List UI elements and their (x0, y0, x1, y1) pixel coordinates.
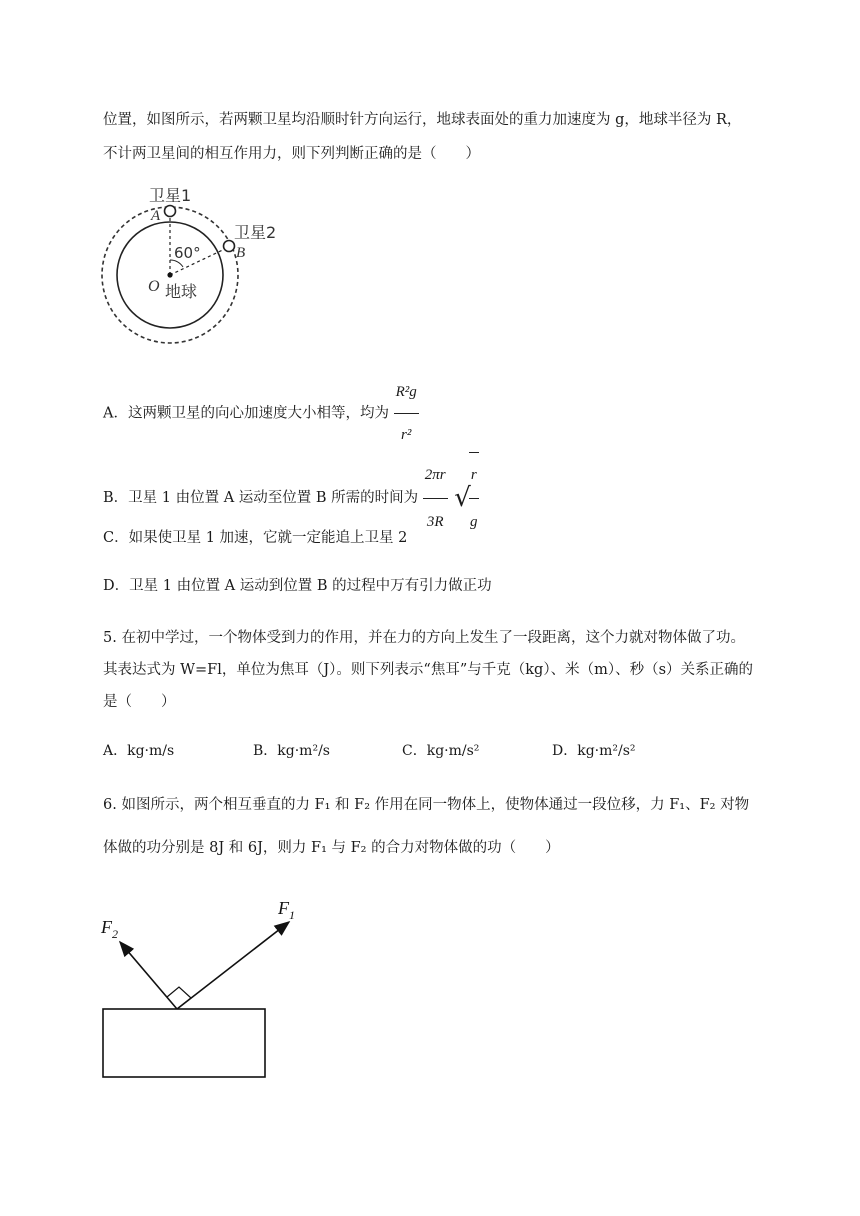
q6-text-line1: 6. 如图所示，两个相互垂直的力 F₁ 和 F₂ 作用在同一物体上，使物体通过一段位移，力 F₁、F₂ 对物 (103, 797, 750, 813)
force-f1-arrow (177, 922, 289, 1009)
q5-option-b: B．kg·m²/s (253, 743, 330, 759)
satellite-2-marker (224, 241, 235, 252)
right-angle-mark (167, 987, 191, 1009)
q5-text-line2: 其表达式为 W=Fl，单位为焦耳（J）。则下列表示“焦耳”与千克（kg）、米（m）、秒（s）关系正确的 (103, 662, 754, 678)
f1-label: $F_1$ (278, 898, 295, 922)
center-label: O (148, 278, 160, 295)
q5-text-line1: 5. 在初中学过，一个物体受到力的作用，并在力的方向上发生了一段距离，这个力就对物体做了功。 (103, 630, 745, 646)
satellite-1-label: 卫星1 (149, 186, 192, 205)
q4-option-c: C．如果使卫星 1 加速，它就一定能追上卫星 2 (103, 530, 408, 546)
q4-option-d: D．卫星 1 由位置 A 运动到位置 B 的过程中万有引力做正功 (103, 578, 492, 594)
q5-option-c: C．kg·m/s² (402, 743, 480, 759)
satellite-orbit-diagram (95, 180, 295, 350)
q5-option-d: D．kg·m²/s² (552, 743, 636, 759)
earth-label: 地球 (165, 282, 198, 301)
angle-label: 60° (174, 244, 201, 262)
object-block (103, 1009, 265, 1077)
point-a-label: A (151, 208, 161, 224)
q5-text-line3: 是（ ） (103, 694, 176, 710)
force-diagram (95, 890, 315, 1090)
q5-option-a: A．kg·m/s (103, 743, 175, 759)
q4-option-b: B．卫星 1 由位置 A 运动至位置 B 所需的时间为 $\frac{2\pi r}{3R}$ √ $\frac{r}{g}$ (103, 452, 479, 544)
f2-label: $F_2$ (101, 917, 118, 941)
q4-text-line1: 位置，如图所示，若两颗卫星均沿顺时针方向运行，地球表面处的重力加速度为 g，地球半径为 R， (103, 112, 742, 128)
option-b-sqrt-fraction: $\frac{r}{g}$ (469, 452, 479, 544)
center-dot (167, 272, 172, 277)
option-a-fraction: $\frac{\text{R²g}}{\text{r²}}$ (394, 372, 419, 455)
satellite-1-marker (165, 206, 176, 217)
q6-text-line2: 体做的功分别是 8J 和 6J，则力 F₁ 与 F₂ 的合力对物体做的功（ ） (103, 840, 560, 856)
q4-option-a: A．这两颗卫星的向心加速度大小相等，均为 $\frac{\text{R²g}}{\text{r²}}$ (103, 372, 419, 455)
option-b-fraction: $\frac{2\pi r}{3R}$ (423, 453, 448, 544)
q4-text-line2: 不计两卫星间的相互作用力，则下列判断正确的是（ ） (103, 146, 480, 162)
point-b-label: B (236, 245, 246, 261)
satellite-2-label: 卫星2 (234, 223, 277, 242)
force-f2-arrow (120, 942, 177, 1009)
sqrt-sign: √ (454, 483, 471, 513)
